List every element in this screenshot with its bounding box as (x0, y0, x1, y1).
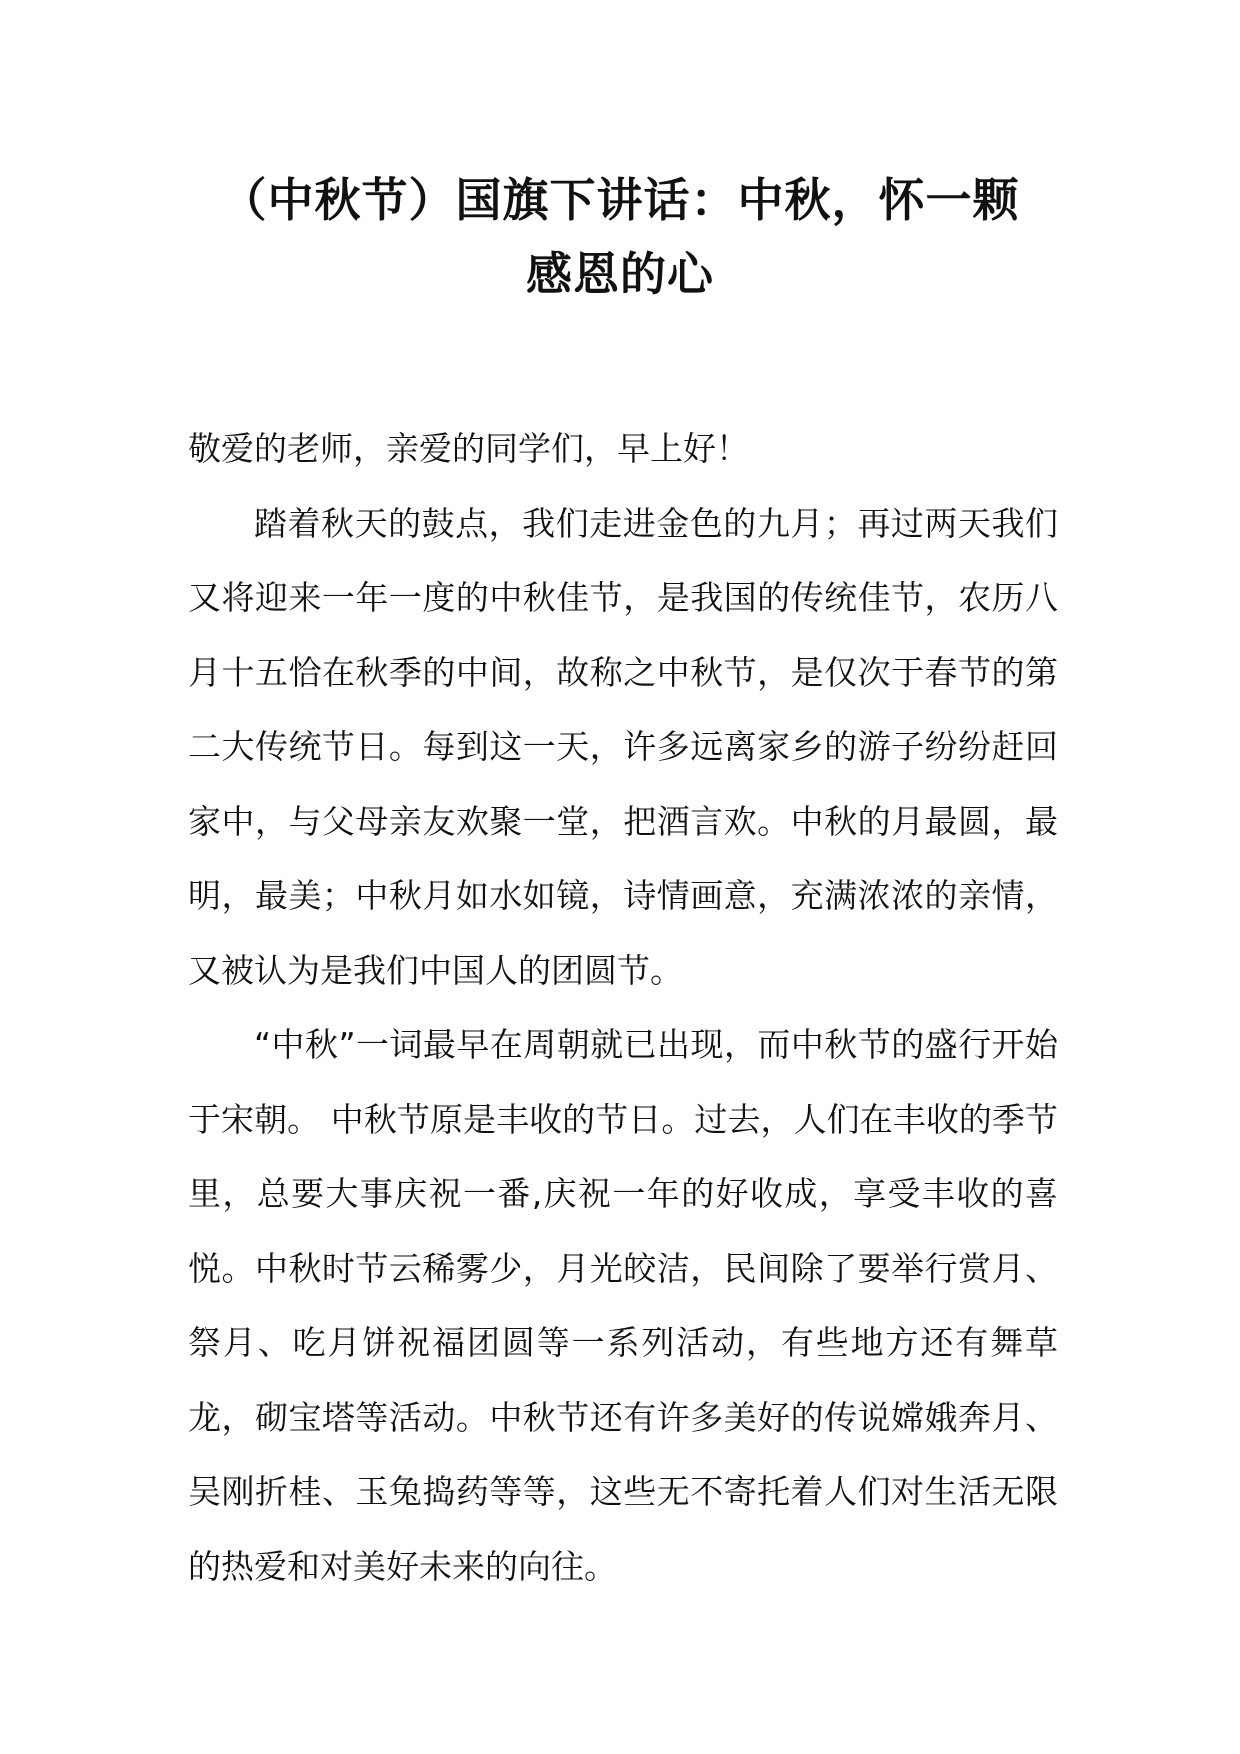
title-line-2: 感恩的心 (526, 247, 714, 301)
document-title (180, 163, 1060, 311)
title-line-1: （中秋节）国旗下讲话：中秋，怀一颗 (220, 173, 1020, 227)
paragraph-1: 踏着秋天的鼓点，我们走进金色的九月；再过两天我们又将迎来一年一度的中秋佳节，是我国的传统佳节，农历八月十五恰在秋季的中间，故称之中秋节，是仅次于春节的第二大传统节日。每到这一天，许多远离家乡的游子纷纷赶回家中，与父母亲友欢聚一堂，把酒言欢。中秋的月最圆，最明，最美；中秋月如水如镜，诗情画意，充满浓浓的亲情，又被认为是我们中国人的团圆节。 (188, 503, 1058, 990)
paragraph-2: “中秋”一词最早在周朝就已出现，而中秋节的盛行开始于宋朝。 中秋节原是丰收的节日。过去，人们在丰收的季节里，总要大事庆祝一番,庆祝一年的好收成，享受丰收的喜悦。中秋时节云稀雾少，月光皎洁，民间除了要举行赏月、祭月、吃月饼祝福团圆等一系列活动，有些地方还有舞草龙，砌宝塔等活动。中秋节还有许多美好的传说嫦娥奔月、吴刚折桂、玉兔捣药等等，这些无不寄托着人们对生活无限的热爱和对美好未来的向往。 (188, 1025, 1058, 1586)
document-body (188, 412, 1058, 1604)
greeting: 敬爱的老师，亲爱的同学们，早上好！ (188, 429, 749, 468)
